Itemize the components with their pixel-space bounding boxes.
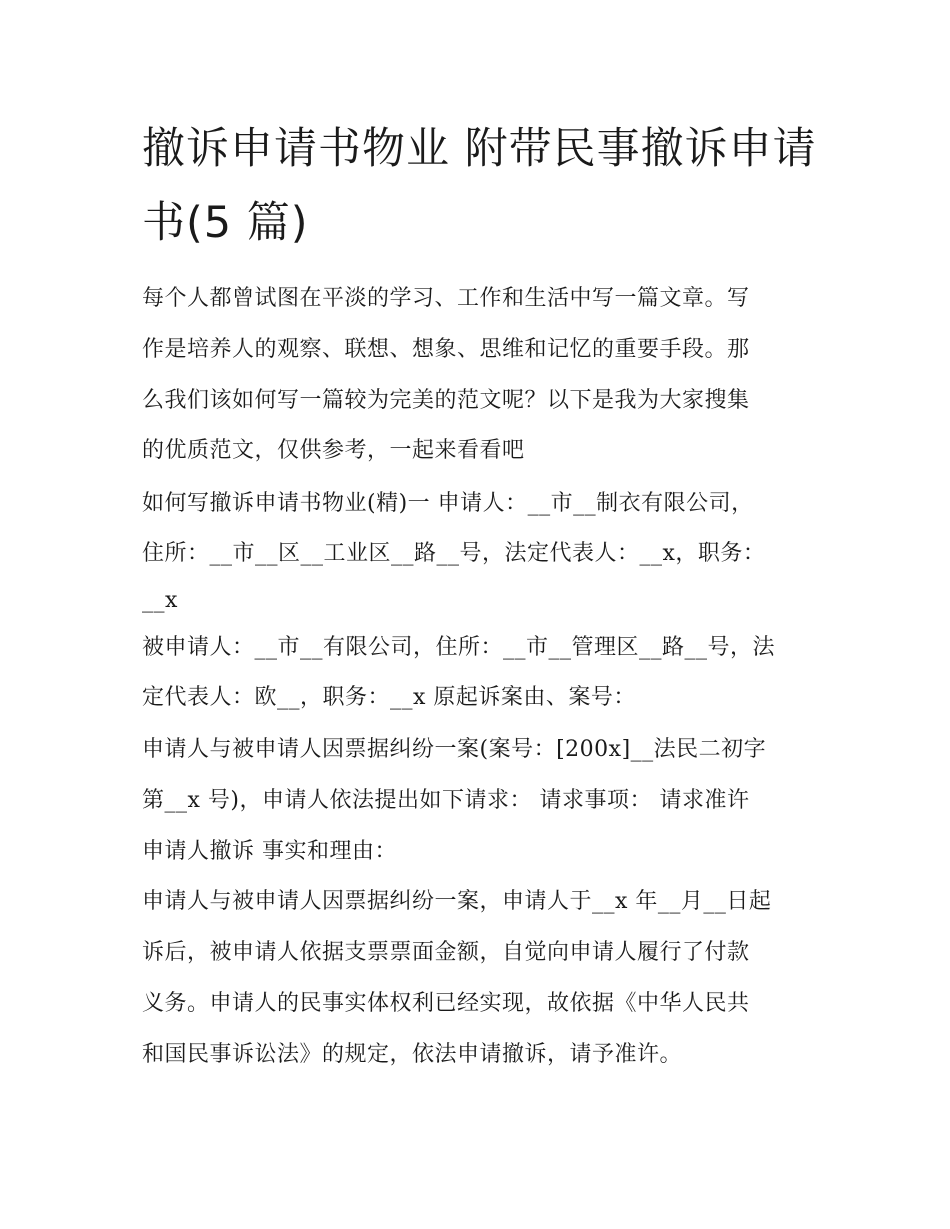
- body-line-4: 的优质范文，仅供参考，一起来看看吧: [142, 438, 525, 463]
- body-line-2: 作是培养人的观察、联想、想象、思维和记忆的重要手段。那: [142, 337, 750, 362]
- body-line-12: 申请人撤诉 事实和理由：: [142, 839, 397, 864]
- document-title: 撤诉申请书物业 附带民事撤诉申请书(5 篇): [142, 124, 817, 248]
- body-line-7: __x: [142, 588, 178, 613]
- body-line-9: 定代表人：欧__，职务：__x 原起诉案由、案号：: [142, 685, 636, 710]
- body-line-13: 申请人与被申请人因票据纠纷一案，申请人于__x 年__月__日起: [142, 889, 772, 914]
- body-line-1: 每个人都曾试图在平淡的学习、工作和生活中写一篇文章。写: [142, 286, 750, 311]
- body-line-8: 被申请人：__市__有限公司，住所：__市__管理区__路__号，法: [142, 635, 776, 660]
- body-line-5: 如何写撤诉申请书物业(精)一 申请人：__市__制衣有限公司，: [142, 491, 754, 516]
- body-line-6: 住所：__市__区__工业区__路__号，法定代表人：__x，职务：: [142, 541, 766, 566]
- body-line-10: 申请人与被申请人因票据纠纷一案(案号：[200x]__法民二初字: [142, 737, 767, 762]
- body-line-11: 第__x 号)，申请人依法提出如下请求： 请求事项： 请求准许: [142, 788, 750, 813]
- body-line-14: 诉后，被申请人依据支票票面金额，自觉向申请人履行了付款: [142, 940, 750, 965]
- body-line-15: 义务。申请人的民事实体权利已经实现，故依据《中华人民共: [142, 991, 750, 1016]
- body-line-3: 么我们该如何写一篇较为完美的范文呢？以下是我为大家搜集: [142, 388, 750, 413]
- body-line-16: 和国民事诉讼法》的规定，依法申请撤诉，请予准许。: [142, 1042, 683, 1067]
